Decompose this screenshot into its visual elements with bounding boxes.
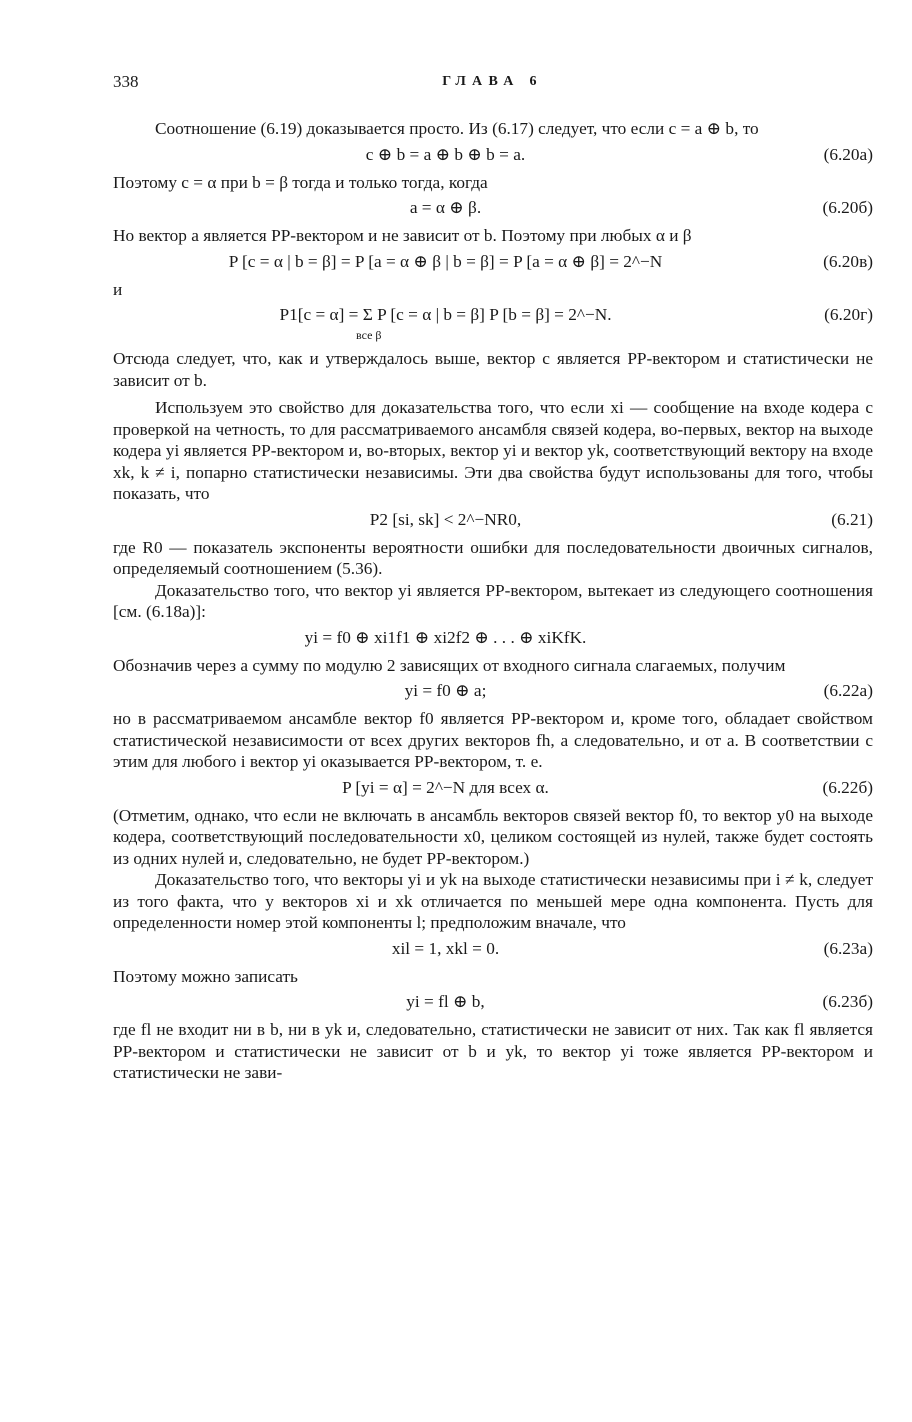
paragraph: Обозначив через a сумму по модулю 2 зависящих от входного сигнала слагаемых, получим	[113, 655, 786, 675]
paragraph: (Отметим, однако, что если не включать в ансамбль векторов связей вектор f0, то вектор y0 на выходе кодера, соответствующий последовательности x0, целиком состоящей из нулей, также будет состоять из одних нулей и, следовательно, не будет PP-вектором.)	[113, 805, 873, 868]
paragraph: Но вектор a является PP-вектором и не зависит от b. Поэтому при любых α и β	[113, 226, 692, 245]
equation-number: (6.22а)	[823, 681, 873, 700]
equation-6-20a	[113, 140, 873, 172]
equation-formula: yi = f0 ⊕ xi1f1 ⊕ xi2f2 ⊕ . . . ⊕ xiKfK.	[304, 627, 587, 647]
equation-6-20v	[113, 247, 873, 279]
equation-number: (6.20б)	[822, 198, 873, 217]
equation-number: (6.23а)	[823, 938, 873, 958]
paragraph: Поэтому можно записать	[113, 966, 298, 986]
equation-formula: c ⊕ b = a ⊕ b ⊕ b = a.	[365, 144, 526, 164]
equation-6-20g	[113, 300, 873, 348]
equation-formula: P2 [si, sk] < 2^−NR0,	[369, 509, 522, 529]
paragraph: и	[113, 279, 123, 299]
page-header	[113, 72, 872, 96]
equation-formula: yi = fl ⊕ b,	[406, 992, 485, 1011]
equation-formula: P [c = α | b = β] = P [a = α ⊕ β | b = β] = P [a = α ⊕ β] = 2^−N	[228, 251, 663, 271]
equation-6-23a	[113, 934, 873, 966]
equation-formula: xil = 1, xkl = 0.	[391, 938, 500, 958]
equation-number: (6.20а)	[823, 144, 873, 164]
paragraph: где R0 — показатель экспоненты вероятности ошибки для последовательности двоичных сигналов, определяемый соотношением (5.36).	[113, 537, 873, 578]
paragraph: Поэтому c = α при b = β тогда и только тогда, когда	[113, 172, 488, 192]
equation-formula: a = α ⊕ β.	[409, 198, 482, 217]
equation-6-23b	[113, 987, 873, 1019]
running-title: ГЛАВА 6	[442, 74, 543, 89]
equation-6-22b	[113, 773, 873, 805]
paragraph: но в рассматриваемом ансамбле вектор f0 является PP-вектором и, кроме того, обладает свойством статистической независимости от всех других векторов fh, а следовательно, и от a. В соответствии с этим для любого i вектор yi оказывается PP-вектором, т. е.	[113, 709, 873, 771]
paragraph: Отсюда следует, что, как и утверждалось выше, вектор c является PP-вектором и статистически не зависит от b.	[113, 349, 873, 390]
equation-formula: P [yi = α] = 2^−N для всех α.	[342, 777, 549, 797]
equation-formula: yi = f0 ⊕ a;	[404, 681, 487, 700]
equation-number: (6.20г)	[824, 305, 873, 324]
paragraph: Доказательство того, что вектор yi является PP-вектором, вытекает из следующего соотношения [см. (6.18а)]:	[113, 580, 873, 621]
equation-yi-sum	[113, 623, 873, 655]
equation-number: (6.23б)	[822, 992, 873, 1011]
paragraph: Используем это свойство для доказательства того, что если xi — сообщение на входе кодера с проверкой на четность, то для рассматриваемого ансамбля связей кодера, во-первых, вектор на выходе кодера yi является PP-вектором и, во-вторых, вектор yi и вектор yk, соответствующий вектору на входе xk, k ≠ i, попарно статистически независимы. Эти два свойства будут использованы для того, чтобы показать, что	[113, 398, 873, 503]
equation-formula: P1[c = α] = Σ P [c = α | b = β] P [b = β] = 2^−N.	[279, 305, 612, 324]
equation-6-22a	[113, 676, 873, 708]
equation-6-20b	[113, 193, 873, 225]
equation-number: (6.22б)	[822, 777, 873, 797]
equation-6-21	[113, 505, 873, 537]
equation-number: (6.20в)	[823, 251, 873, 271]
paragraph: Доказательство того, что векторы yi и yk на выходе статистически независимы при i ≠ k, следует из того факта, что у векторов xi и xk отличается по меньшей мере одна компонента. Пусть для определенности номер этой компоненты l; предположим вначале, что	[113, 870, 873, 932]
equation-number: (6.21)	[831, 509, 873, 529]
sum-subscript: все β	[356, 328, 382, 342]
paragraph: где fl не входит ни в b, ни в yk и, следовательно, статистически не зависит от них. Так как fl является PP-вектором и статистически не зависит от b и yk, то вектор yi тоже является PP-вектором и статистически не зави-	[113, 1020, 873, 1082]
paragraph: Соотношение (6.19) доказывается просто. Из (6.17) следует, что если c = a ⊕ b, то	[155, 119, 759, 138]
text-column	[113, 118, 873, 1084]
page-number: 338	[113, 72, 139, 91]
